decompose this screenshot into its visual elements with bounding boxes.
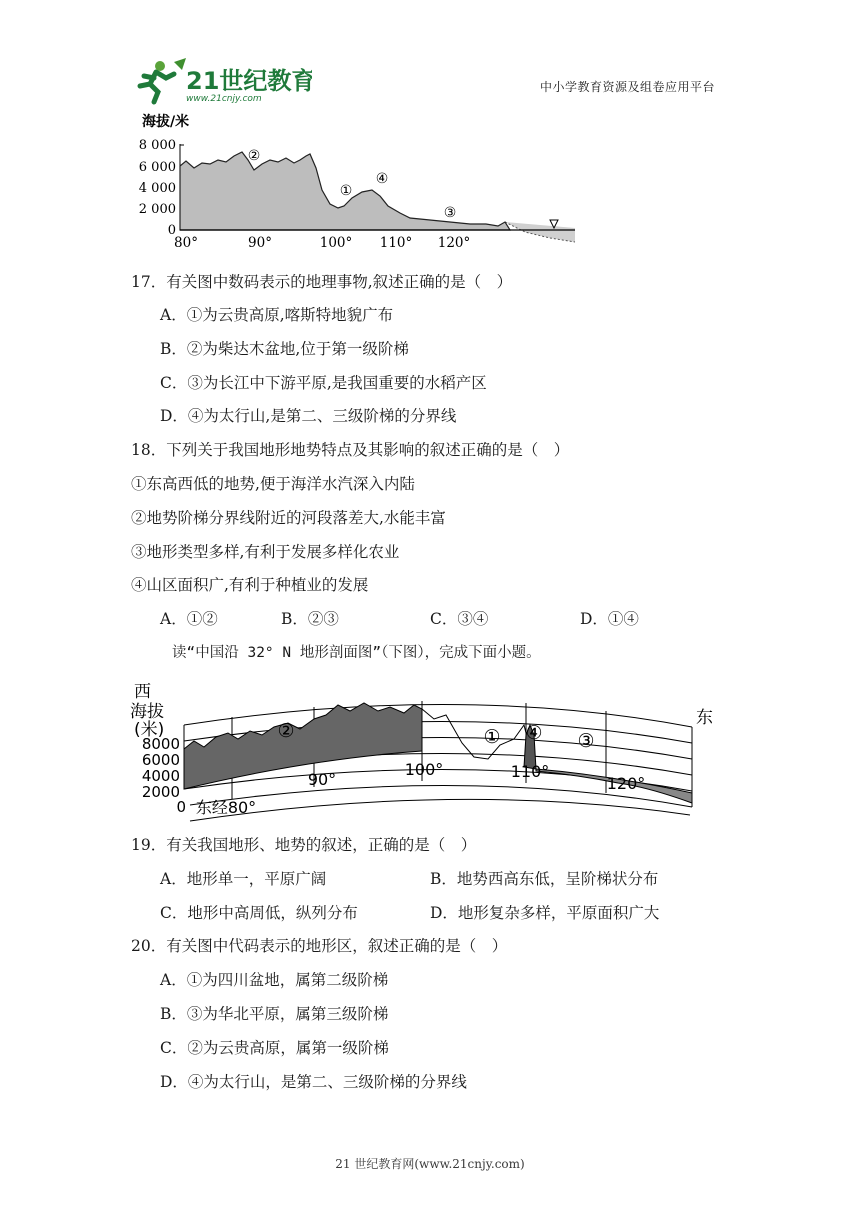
fig2-west-label: 西	[134, 682, 151, 702]
q19-option-b[interactable]: B．地势西高东低，呈阶梯状分布	[430, 870, 659, 888]
fig2-ytick: 8000	[141, 735, 180, 753]
q20-option-c[interactable]: C．②为云贵高原，属第一级阶梯	[160, 1039, 389, 1057]
q17-option-d[interactable]: D．④为太行山,是第二、三级阶梯的分界线	[160, 407, 457, 425]
fig1-ytick: 8 000	[138, 138, 176, 153]
fig1-marker-3: ③	[443, 205, 457, 221]
fig1-ytick: 0	[167, 223, 176, 238]
q17-stem: 17．有关图中数码表示的地理事物,叙述正确的是（ ）	[131, 273, 513, 291]
logo-text: 21世纪教育	[186, 67, 312, 95]
q17-option-c[interactable]: C．③为长江中下游平原,是我国重要的水稻产区	[160, 374, 487, 392]
figure-elevation-profile-1	[130, 108, 590, 258]
fig1-ylabel: 海拔/米	[142, 114, 190, 130]
q18-option-d[interactable]: D．①④	[580, 610, 639, 628]
q18-option-b[interactable]: B．②③	[281, 610, 339, 628]
q18-statement-2: ②地势阶梯分界线附近的河段落差大,水能丰富	[131, 509, 446, 527]
fig1-marker-2: ②	[247, 148, 261, 164]
q20-option-d[interactable]: D．④为太行山，是第二、三级阶梯的分界线	[160, 1073, 467, 1091]
fig2-marker-4: ④	[525, 722, 543, 744]
fig2-xtick: 东经80°	[195, 798, 257, 817]
fig2-marker-1: ①	[483, 726, 501, 748]
fig2-ylabel-unit: (米)	[134, 720, 165, 740]
fig2-marker-3: ③	[577, 730, 595, 752]
fig1-xtick: 120°	[437, 235, 471, 251]
fig2-ytick: 6000	[141, 751, 180, 769]
q20-stem: 20．有关图中代码表示的地形区，叙述正确的是（ ）	[131, 937, 508, 955]
fig1-xtick: 80°	[174, 235, 198, 251]
q18-statement-4: ④山区面积广,有利于种植业的发展	[131, 576, 369, 594]
page-footer: 21 世纪教育网(www.21cnjy.com)	[335, 1157, 525, 1171]
fig1-ytick: 6 000	[138, 160, 176, 175]
q19-stem: 19．有关我国地形、地势的叙述，正确的是（ ）	[131, 836, 477, 854]
fig1-ytick: 2 000	[138, 202, 176, 217]
logo-runner-icon	[136, 56, 312, 106]
reading-intro: 读“中国沿 32° N 地形剖面图”（下图），完成下面小题。	[172, 645, 541, 661]
fig2-marker-2: ②	[277, 720, 295, 742]
fig1-xtick: 110°	[379, 235, 413, 251]
q18-statement-3: ③地形类型多样,有利于发展多样化农业	[131, 543, 400, 561]
q20-option-b[interactable]: B．③为华北平原，属第三级阶梯	[160, 1005, 389, 1023]
q19-option-d[interactable]: D．地形复杂多样，平原面积广大	[430, 904, 660, 922]
fig2-xtick: 90°	[307, 770, 337, 789]
figure-32n-profile	[128, 675, 728, 823]
q19-option-c[interactable]: C．地形中高周低，纵列分布	[160, 904, 358, 922]
q18-option-c[interactable]: C．③④	[430, 610, 489, 628]
fig1-marker-1: ①	[339, 183, 353, 199]
header-platform-name: 中小学教育资源及组卷应用平台	[540, 80, 716, 94]
fig1-xtick: 90°	[248, 235, 272, 251]
q17-option-a[interactable]: A．①为云贵高原,喀斯特地貌广布	[160, 306, 394, 324]
fig2-xtick: 120°	[606, 774, 646, 793]
fig2-xtick: 100°	[404, 760, 444, 779]
q18-statement-1: ①东高西低的地势,便于海洋水汽深入内陆	[131, 475, 415, 493]
q18-option-a[interactable]: A．①②	[160, 610, 218, 628]
logo	[136, 56, 312, 106]
fig1-marker-4: ④	[375, 171, 389, 187]
q17-option-b[interactable]: B．②为柴达木盆地,位于第一级阶梯	[160, 340, 409, 358]
fig1-ytick: 4 000	[138, 181, 176, 196]
q19-option-a[interactable]: A．地形单一，平原广阔	[160, 870, 327, 888]
fig2-ytick: 0	[176, 798, 186, 816]
q20-option-a[interactable]: A．①为四川盆地，属第二级阶梯	[160, 971, 389, 989]
fig2-ytick: 2000	[141, 783, 180, 801]
q18-stem: 18．下列关于我国地形地势特点及其影响的叙述正确的是（ ）	[131, 441, 570, 459]
fig2-ylabel: 海拔	[130, 702, 164, 722]
fig2-east-label: 东	[696, 708, 713, 728]
fig1-xtick: 100°	[319, 235, 353, 251]
logo-url: www.21cnjy.com	[186, 94, 262, 104]
fig2-ytick: 4000	[141, 767, 180, 785]
fig2-xtick: 110°	[510, 762, 550, 781]
